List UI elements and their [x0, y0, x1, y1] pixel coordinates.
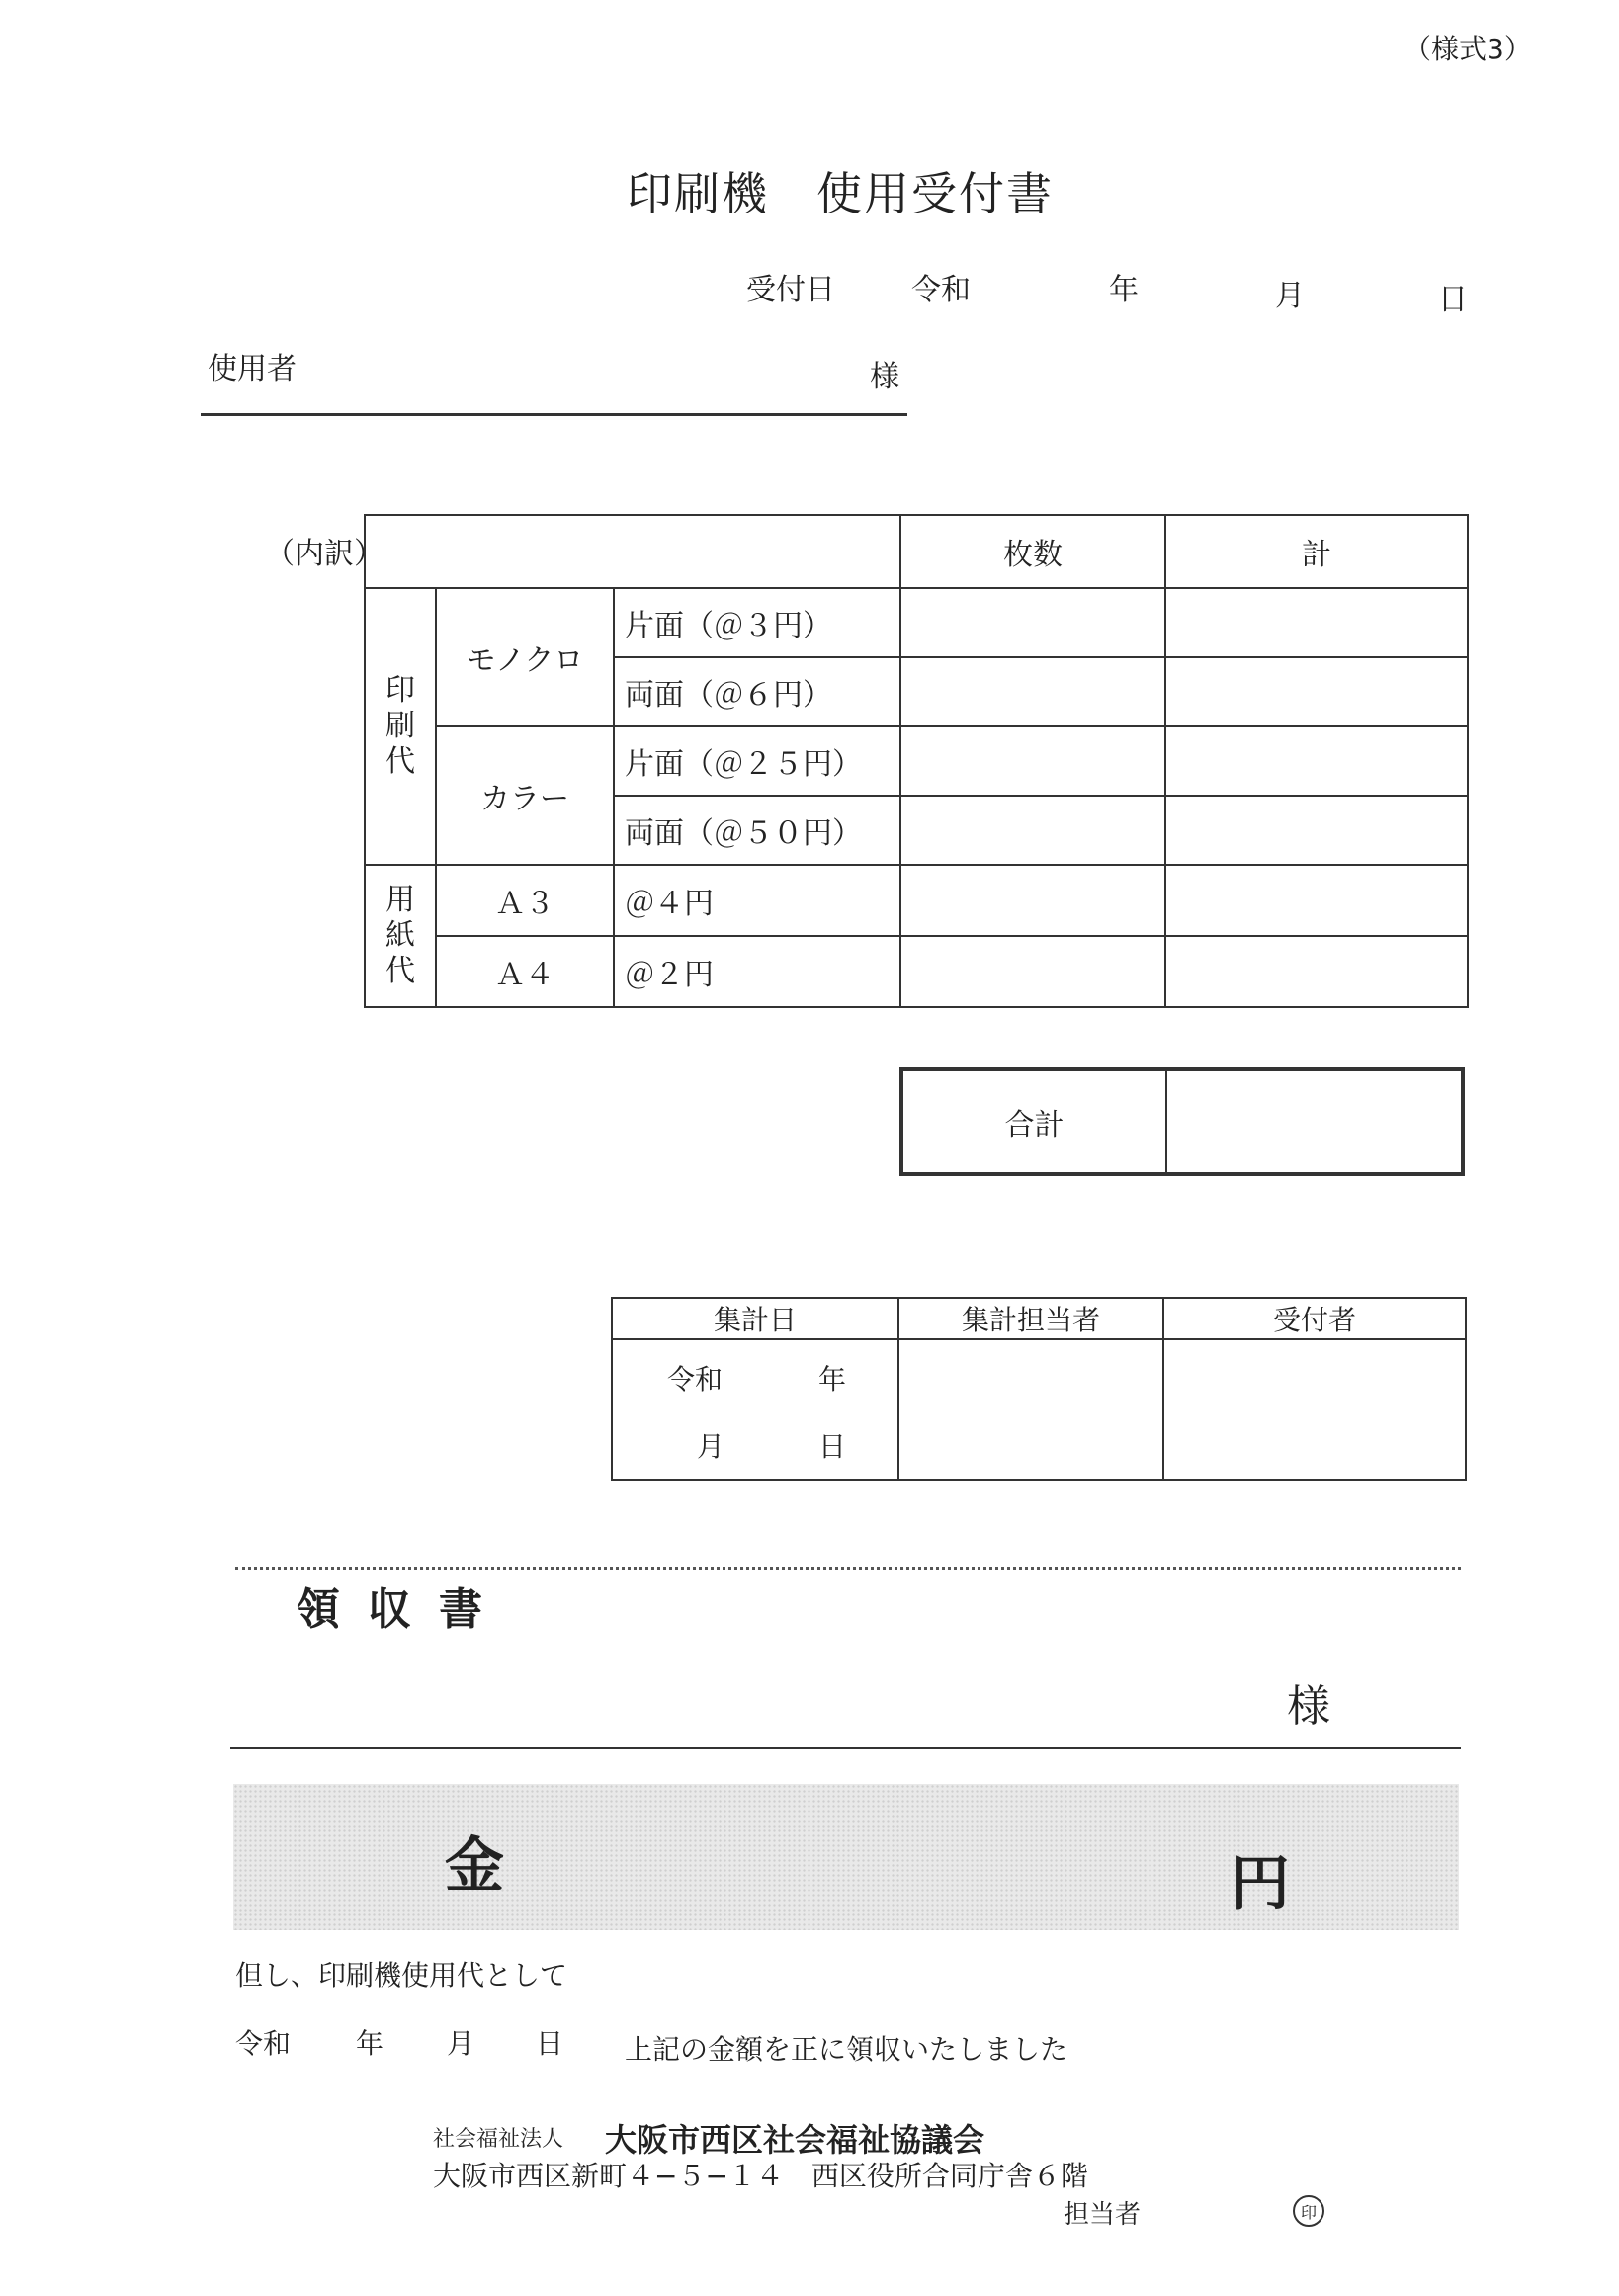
a4-price-label: ＠２円 [614, 936, 900, 1007]
org-prefix: 社会福祉法人 [433, 2127, 564, 2152]
total-value-cell[interactable] [1167, 1071, 1461, 1172]
a3-price-label: ＠４円 [614, 865, 900, 936]
total-box [899, 1067, 1465, 1176]
tally-day: 日 [818, 1430, 847, 1463]
org-address: 大阪市西区新町４−５−１４ 西区役所合同庁舎６階 [433, 2160, 1088, 2192]
receipt-date-era: 令和 [235, 2027, 292, 2060]
receipt-statement: 上記の金額を正に領収いたしました [625, 2033, 1068, 2066]
breakdown-label: （内訳） [265, 537, 383, 571]
tally-body-row [612, 1339, 1466, 1480]
tally-month: 月 [697, 1430, 725, 1463]
reception-date-month: 月 [1275, 279, 1305, 313]
receipt-date-year: 年 [356, 2027, 384, 2060]
seal-mark: 印 [1293, 2195, 1324, 2227]
page-title: 印刷機 使用受付書 [627, 167, 1054, 220]
mono-double-subtotal-cell[interactable] [1165, 657, 1468, 726]
tally-receiver-header: 受付者 [1163, 1298, 1466, 1339]
color-double-subtotal-cell[interactable] [1165, 796, 1468, 865]
header-subtotal: 計 [1165, 515, 1468, 588]
table-row [365, 588, 1468, 657]
amount-suffix: 円 [1231, 1849, 1290, 1918]
tally-era: 令和 [667, 1363, 724, 1396]
usage-breakdown-table [364, 514, 1469, 1008]
paper-fee-text: 用紙代 [385, 883, 415, 988]
a3-count-cell[interactable] [900, 865, 1165, 936]
table-row [365, 936, 1468, 1007]
a4-size-label: Ａ４ [436, 936, 614, 1007]
color-double-label: 両面（＠５０円） [614, 796, 900, 865]
color-single-subtotal-cell[interactable] [1165, 726, 1468, 796]
tally-person-cell[interactable] [898, 1339, 1163, 1480]
color-label: カラー [436, 726, 614, 865]
person-label: 担当者 [1064, 2200, 1142, 2230]
user-name-line[interactable] [201, 413, 907, 416]
reception-date-label: 受付日 [746, 273, 835, 307]
reception-date-day: 日 [1438, 283, 1468, 317]
receipt-title: 領収書 [297, 1584, 510, 1635]
tally-header-row [612, 1298, 1466, 1339]
receipt-proviso: 但し、印刷機使用代として [235, 1959, 568, 1992]
table-row [365, 865, 1468, 936]
a3-subtotal-cell[interactable] [1165, 865, 1468, 936]
color-double-count-cell[interactable] [900, 796, 1165, 865]
tally-receiver-cell[interactable] [1163, 1339, 1466, 1480]
header-blank [365, 515, 900, 588]
mono-double-count-cell[interactable] [900, 657, 1165, 726]
mono-double-label: 両面（＠６円） [614, 657, 900, 726]
mono-label: モノクロ [436, 588, 614, 726]
print-fee-label [365, 588, 436, 865]
amount-prefix: 金 [445, 1831, 504, 1901]
mono-single-subtotal-cell[interactable] [1165, 588, 1468, 657]
reception-date-year: 年 [1109, 273, 1139, 307]
table-header-row [365, 515, 1468, 588]
color-single-count-cell[interactable] [900, 726, 1165, 796]
cut-line [235, 1567, 1461, 1570]
tally-date-header: 集計日 [612, 1298, 898, 1339]
receipt-name-line[interactable] [230, 1747, 1461, 1749]
receipt-date-day: 日 [536, 2027, 564, 2060]
tally-person-header: 集計担当者 [898, 1298, 1163, 1339]
tally-date-cell[interactable] [612, 1339, 898, 1480]
user-label: 使用者 [208, 352, 297, 386]
a3-size-label: Ａ３ [436, 865, 614, 936]
tally-table [611, 1297, 1467, 1481]
header-count: 枚数 [900, 515, 1165, 588]
total-label: 合計 [903, 1071, 1167, 1172]
paper-fee-label [365, 865, 436, 1007]
a4-subtotal-cell[interactable] [1165, 936, 1468, 1007]
mono-single-count-cell[interactable] [900, 588, 1165, 657]
print-fee-text: 印刷代 [385, 673, 415, 779]
form-number: （様式3） [1404, 33, 1532, 65]
a4-count-cell[interactable] [900, 936, 1165, 1007]
mono-single-label: 片面（＠３円） [614, 588, 900, 657]
color-single-label: 片面（＠２５円） [614, 726, 900, 796]
tally-year: 年 [818, 1363, 847, 1396]
receipt-date-month: 月 [447, 2027, 475, 2060]
receipt-honorific: 様 [1287, 1681, 1330, 1732]
org-name: 大阪市西区社会福祉協議会 [605, 2121, 985, 2159]
user-honorific: 様 [870, 360, 899, 394]
reception-date-era: 令和 [911, 273, 971, 307]
table-row [365, 726, 1468, 796]
